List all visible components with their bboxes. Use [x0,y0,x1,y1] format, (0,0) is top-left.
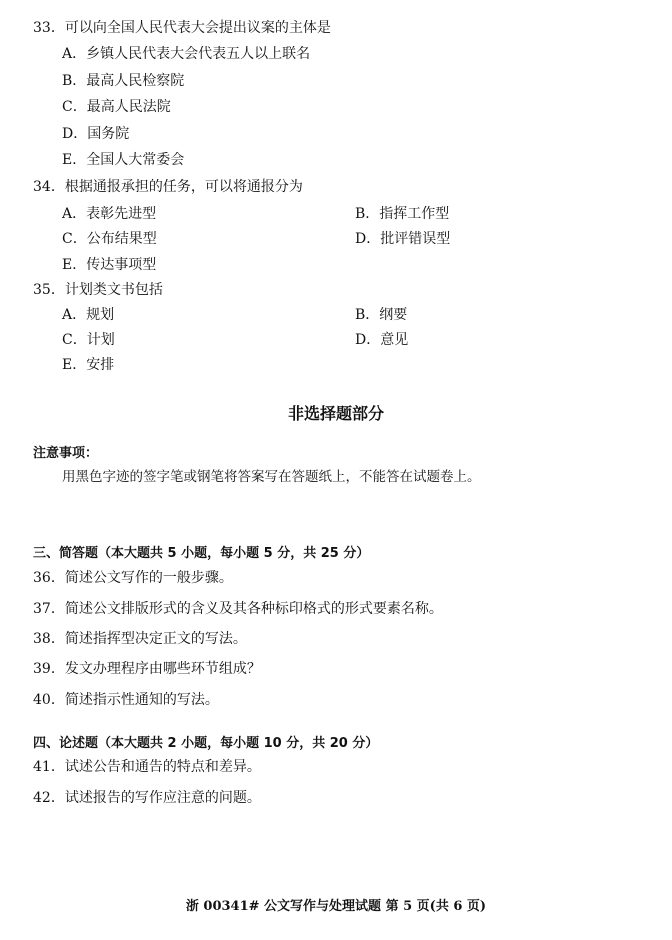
q34-option-e: E．传达事项型 [62,257,157,273]
q33-option-a: A．乡镇人民代表大会代表五人以上联名 [62,46,311,62]
question-38: 38．简述指挥型决定正文的写法。 [33,631,247,647]
question-42: 42．试述报告的写作应注意的问题。 [33,790,261,806]
notice-body: 用黑色字迹的签字笔或钢笔将答案写在答题纸上，不能答在试题卷上。 [62,469,481,485]
q34-option-b: B．指挥工作型 [355,206,450,222]
question-39: 39．发文办理程序由哪些环节组成？ [33,661,261,677]
question-41: 41．试述公告和通告的特点和差异。 [33,759,261,775]
q33-option-c: C．最高人民法院 [62,99,171,115]
part-title: 非选择题部分 [287,404,384,423]
q34-option-a: A．表彰先进型 [62,206,157,222]
question-37: 37．简述公文排版形式的含义及其各种标印格式的形式要素名称。 [33,601,443,617]
q35-option-a: A．规划 [62,307,115,323]
question-40: 40．简述指示性通知的写法。 [33,692,219,708]
question-34-stem: 34．根据通报承担的任务，可以将通报分为 [33,179,303,195]
q34-option-d: D．批评错误型 [355,231,451,247]
page-footer: 浙 00341# 公文写作与处理试题 第 5 页(共 6 页) [185,899,487,914]
q33-option-e: E．全国人大常委会 [62,152,185,168]
q35-option-b: B．纲要 [355,307,408,323]
question-33-stem: 33．可以向全国人民代表大会提出议案的主体是 [33,20,331,36]
q33-option-d: D．国务院 [62,126,130,142]
section-4-heading: 四、论述题（本大题共 2 小题，每小题 10 分，共 20 分） [33,736,379,751]
notice-heading: 注意事项： [33,446,99,461]
question-35-stem: 35．计划类文书包括 [33,282,163,298]
section-3-heading: 三、简答题（本大题共 5 小题，每小题 5 分，共 25 分） [33,546,370,561]
q35-option-c: C．计划 [62,332,115,348]
q33-option-b: B．最高人民检察院 [62,73,185,89]
q35-option-e: E．安排 [62,357,115,373]
q34-option-c: C．公布结果型 [62,231,157,247]
question-36: 36．简述公文写作的一般步骤。 [33,570,233,586]
q35-option-d: D．意见 [355,332,409,348]
